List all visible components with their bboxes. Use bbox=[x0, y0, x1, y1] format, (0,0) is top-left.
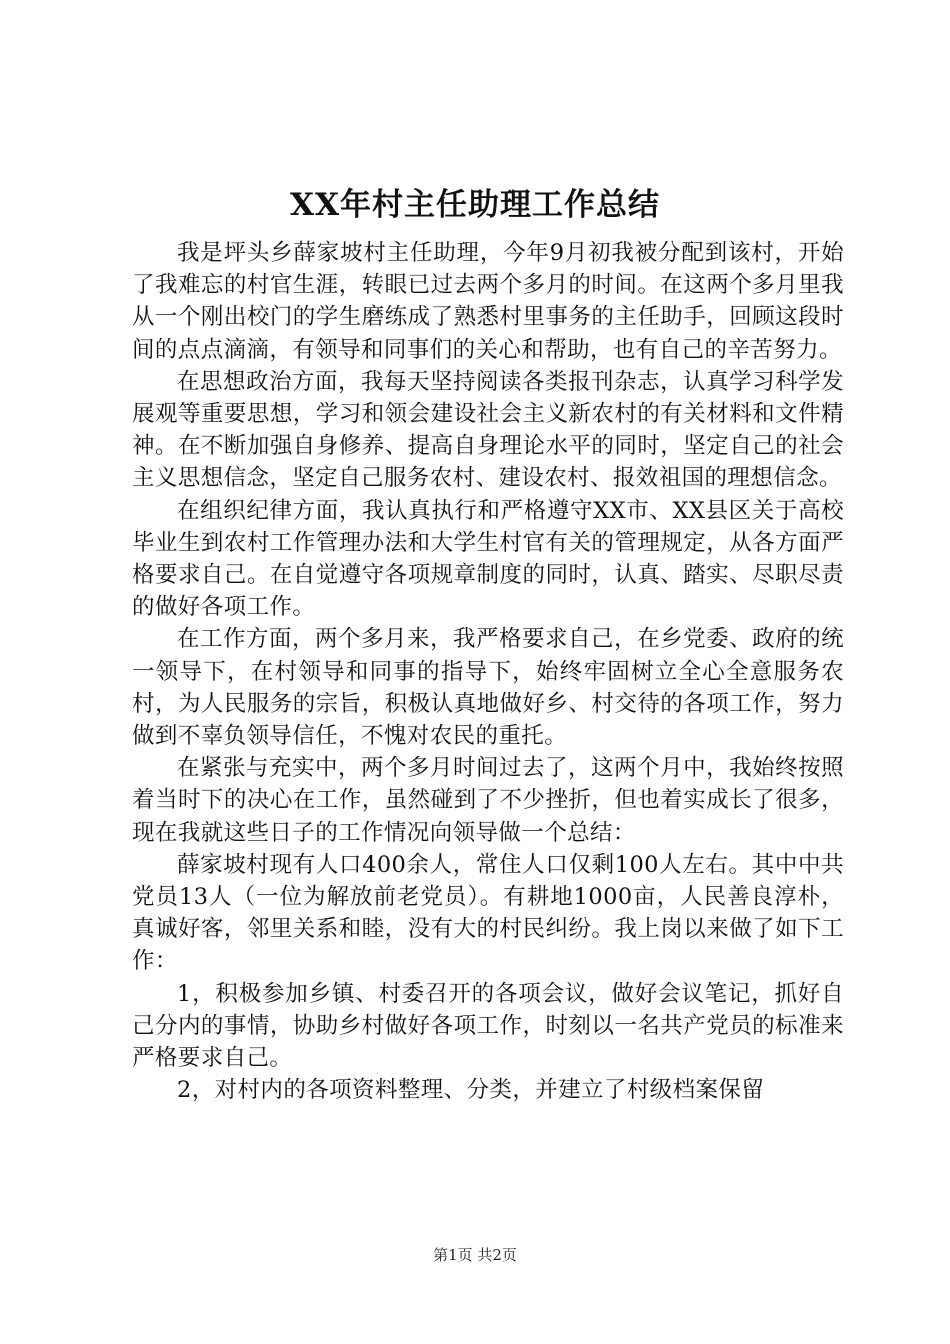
paragraph-intro: 我是坪头乡薛家坡村主任助理，今年9月初我被分配到该村，开始了我难忘的村官生涯，转眼已过去两个多月的时间。在这两个多月里我从一个刚出校门的学生磨练成了熟悉村里事务的主任助手，回顾这段时间的点点滴滴，有领导和同事们的关心和帮助，也有自己的辛苦努力。 bbox=[132, 240, 844, 363]
paragraph-village-info: 薛家坡村现有人口400余人，常住人口仅剩100人左右。其中中共党员13人（一位为解放前老党员）。有耕地1000亩，人民善良淳朴，真诚好客，邻里关系和睦，没有大的村民纠纷。我上岗以来做了如下工作： bbox=[132, 851, 844, 975]
paragraph-discipline: 在组织纪律方面，我认真执行和严格遵守XX市、XX县区关于高校毕业生到农村工作管理办法和大学生村官有关的管理规定，从各方面严格要求自己。在自觉遵守各项规章制度的同时，认真、踏实、尽职尽责的做好各项工作。 bbox=[132, 497, 844, 621]
paragraph-political: 在思想政治方面，我每天坚持阅读各类报刊杂志，认真学习科学发展观等重要思想，学习和领会建设社会主义新农村的有关材料和文件精神。在不断加强自身修养、提高自身理论水平的同时，坚定自己的社会主义思想信念，坚定自己服务农村、建设农村、报效祖国的理想信念。 bbox=[132, 368, 844, 492]
document-body bbox=[132, 237, 844, 1106]
document-title: XX年村主任助理工作总结 bbox=[289, 187, 661, 223]
paragraph-item-2: 2，对村内的各项资料整理、分类，并建立了村级档案保留 bbox=[177, 1077, 765, 1104]
page-footer: 第1页 共2页 bbox=[433, 1246, 517, 1264]
paragraph-summary-intro: 在紧张与充实中，两个多月时间过去了，这两个月中，我始终按照着当时下的决心在工作，虽然碰到了不少挫折，但也着实成长了很多，现在我就这些日子的工作情况向领导做一个总结： bbox=[132, 755, 844, 846]
paragraph-work: 在工作方面，两个多月来，我严格要求自己，在乡党委、政府的统一领导下，在村领导和同事的指导下，始终牢固树立全心全意服务农村，为人民服务的宗旨，积极认真地做好乡、村交待的各项工作，努力做到不辜负领导信任，不愧对农民的重托。 bbox=[132, 626, 844, 750]
paragraph-item-1: 1，积极参加乡镇、村委召开的各项会议，做好会议笔记，抓好自己分内的事情，协助乡村做好各项工作，时刻以一名共产党员的标准来严格要求自己。 bbox=[132, 980, 844, 1072]
